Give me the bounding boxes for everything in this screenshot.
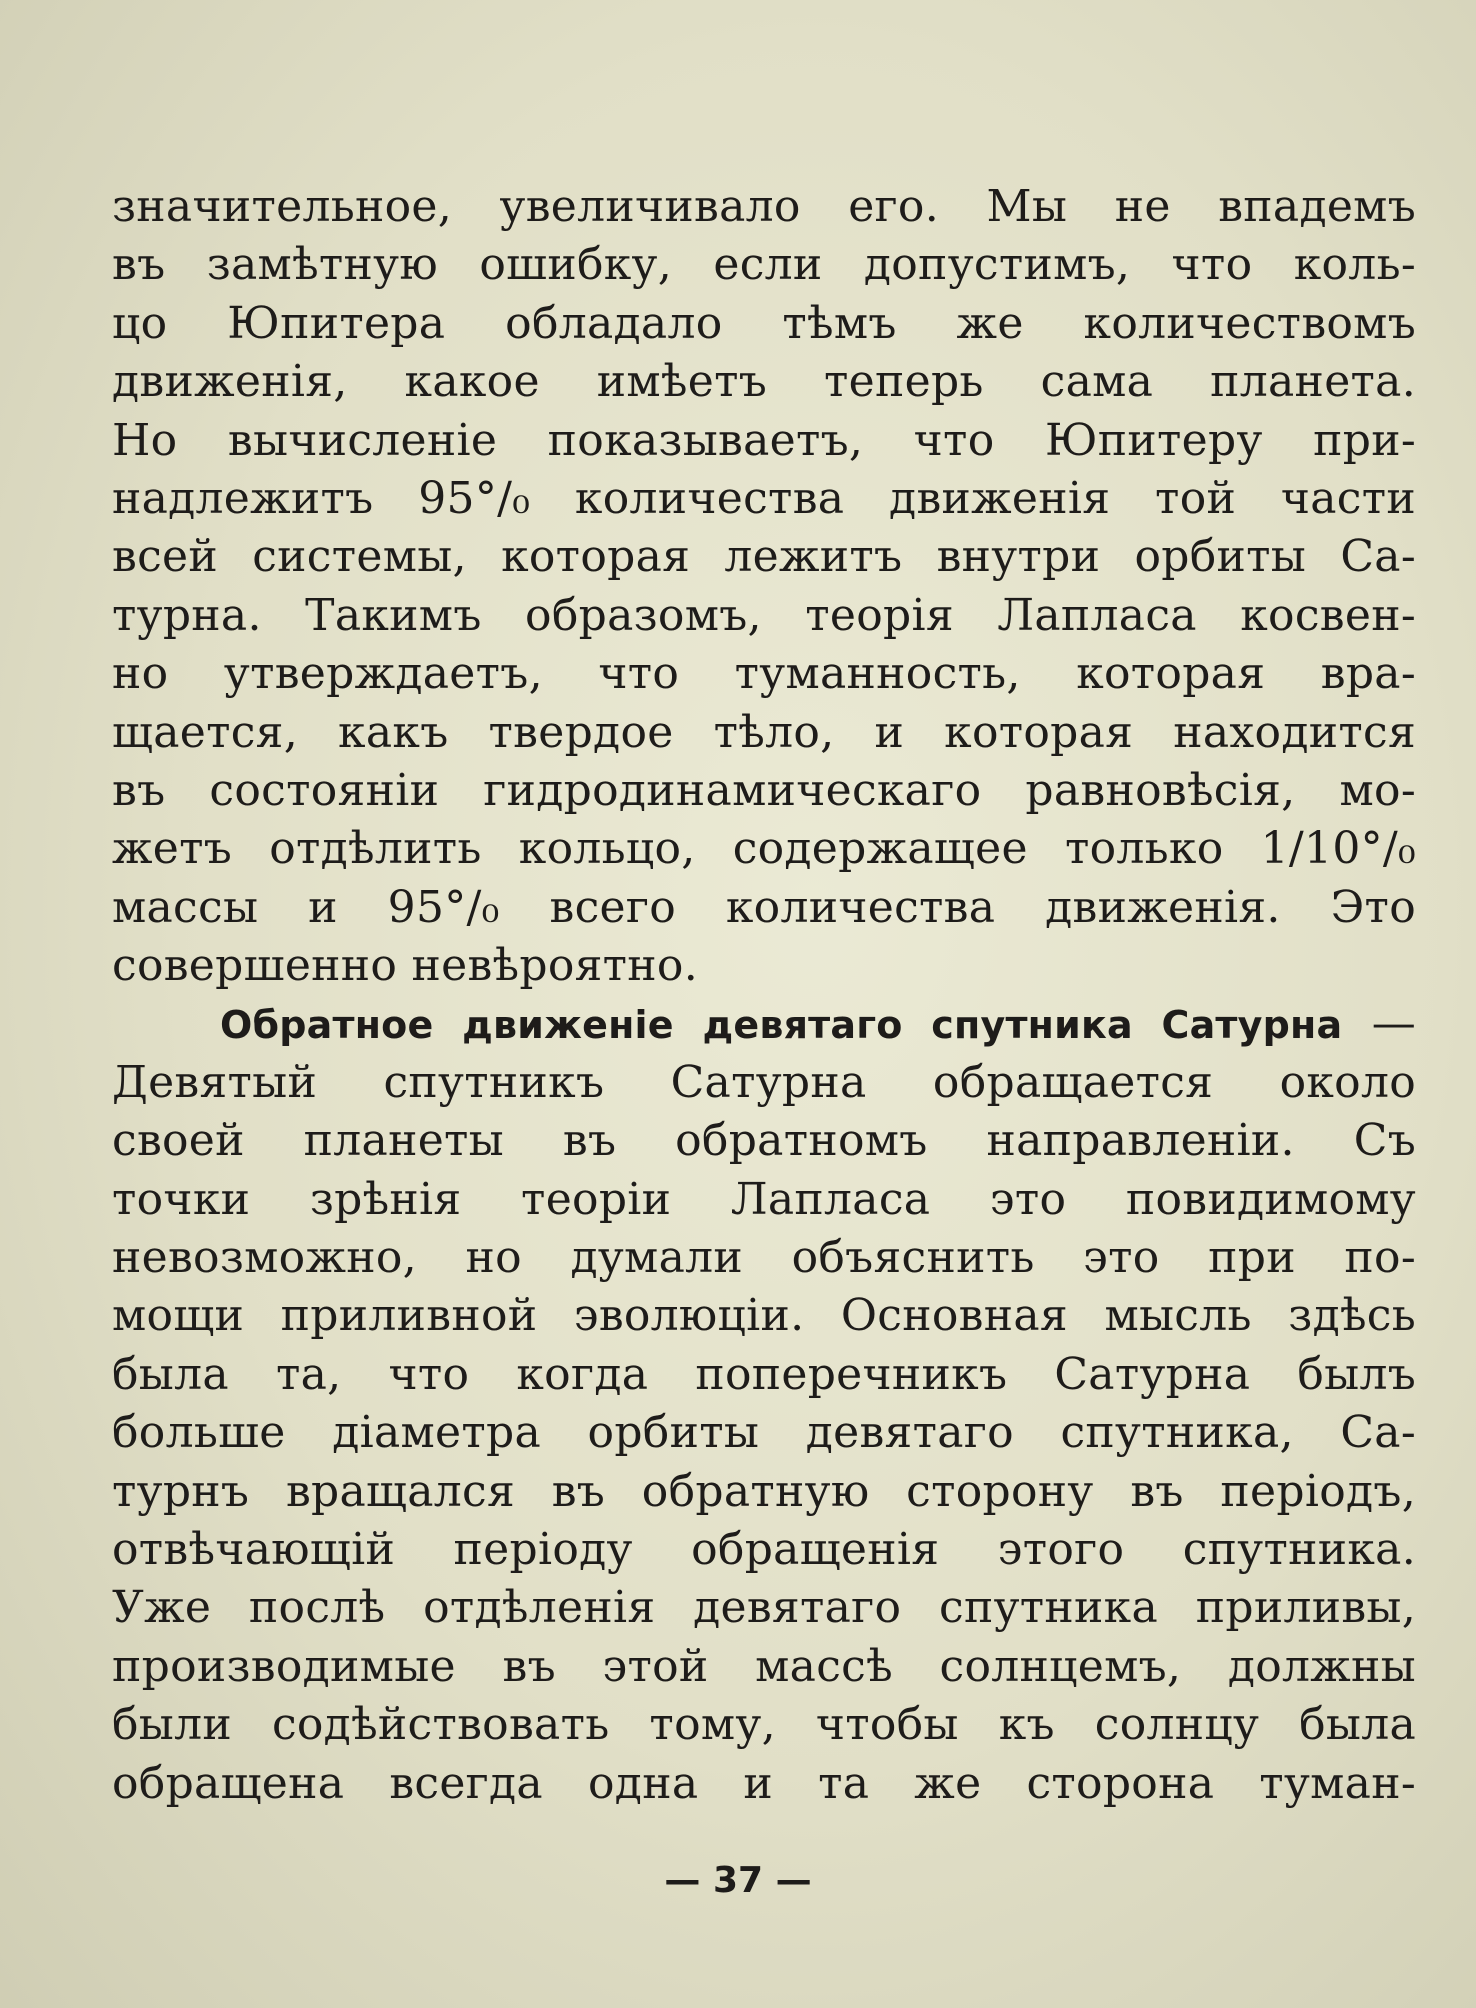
text-line: невозможно, но думали объяснить это при по-: [112, 1232, 1416, 1284]
text-line: щается, какъ твердое тѣло, и которая находится: [112, 706, 1416, 758]
text-block: [112, 178, 1416, 1813]
text-line: въ состояніи гидродинамическаго равновѣсія, мо-: [112, 764, 1416, 816]
text-line: движенія, какое имѣетъ теперь сама планета.: [112, 356, 1416, 408]
text-line: Девятый спутникъ Сатурна обращается около: [112, 1056, 1416, 1108]
text-line: значительное, увеличивало его. Мы не впадемъ: [112, 181, 1416, 232]
text-line: но утверждаетъ, что туманность, которая вра-: [112, 648, 1416, 700]
text-line: Но вычисленіе показываетъ, что Юпитеру при-: [112, 414, 1416, 466]
text-line: цо Юпитера обладало тѣмъ же количествомъ: [112, 297, 1416, 349]
text-line: своей планеты въ обратномъ направленіи. Съ: [112, 1115, 1416, 1167]
text-line: мощи приливной эволюціи. Основная мысль здѣсь: [112, 1290, 1416, 1342]
text-line: жетъ отдѣлить кольцо, содержащее только 1/10°/₀: [112, 823, 1416, 875]
text-line: была та, что когда поперечникъ Сатурна былъ: [112, 1348, 1416, 1400]
section-heading-text: Обратное движеніе девятаго спутника Сатурна: [220, 1003, 1343, 1048]
text-line: производимые въ этой массѣ солнцемъ, должны: [112, 1640, 1416, 1692]
text-line: массы и 95°/₀ всего количества движенія. Это: [112, 881, 1416, 933]
heading-dash: —: [1342, 998, 1416, 1050]
text-line: турна. Такимъ образомъ, теорія Лапласа косвен-: [112, 589, 1416, 641]
text-line: отвѣчающій періоду обращенія этого спутника.: [112, 1523, 1416, 1575]
text-line: были содѣйствовать тому, чтобы къ солнцу была: [112, 1699, 1416, 1751]
text-line: совершенно невѣроятно.: [112, 940, 699, 992]
text-line: турнъ вращался въ обратную сторону въ періодъ,: [112, 1465, 1416, 1517]
paragraph-2: [112, 1054, 1416, 1813]
paragraph-1: [112, 178, 1416, 995]
text-line: обращена всегда одна и та же сторона туман-: [112, 1757, 1416, 1809]
text-line: Уже послѣ отдѣленія девятаго спутника приливы,: [112, 1582, 1416, 1634]
text-line: точки зрѣнія теоріи Лапласа это повидимому: [112, 1173, 1416, 1225]
text-line: больше діаметра орбиты девятаго спутника, Са-: [112, 1407, 1416, 1459]
text-line: всей системы, которая лежитъ внутри орбиты Са-: [112, 531, 1416, 583]
page-number: — 37 —: [664, 1860, 812, 1901]
section-heading: [112, 995, 1416, 1053]
text-line: надлежитъ 95°/₀ количества движенія той части: [112, 472, 1416, 524]
text-line: въ замѣтную ошибку, если допустимъ, что коль-: [112, 239, 1416, 291]
